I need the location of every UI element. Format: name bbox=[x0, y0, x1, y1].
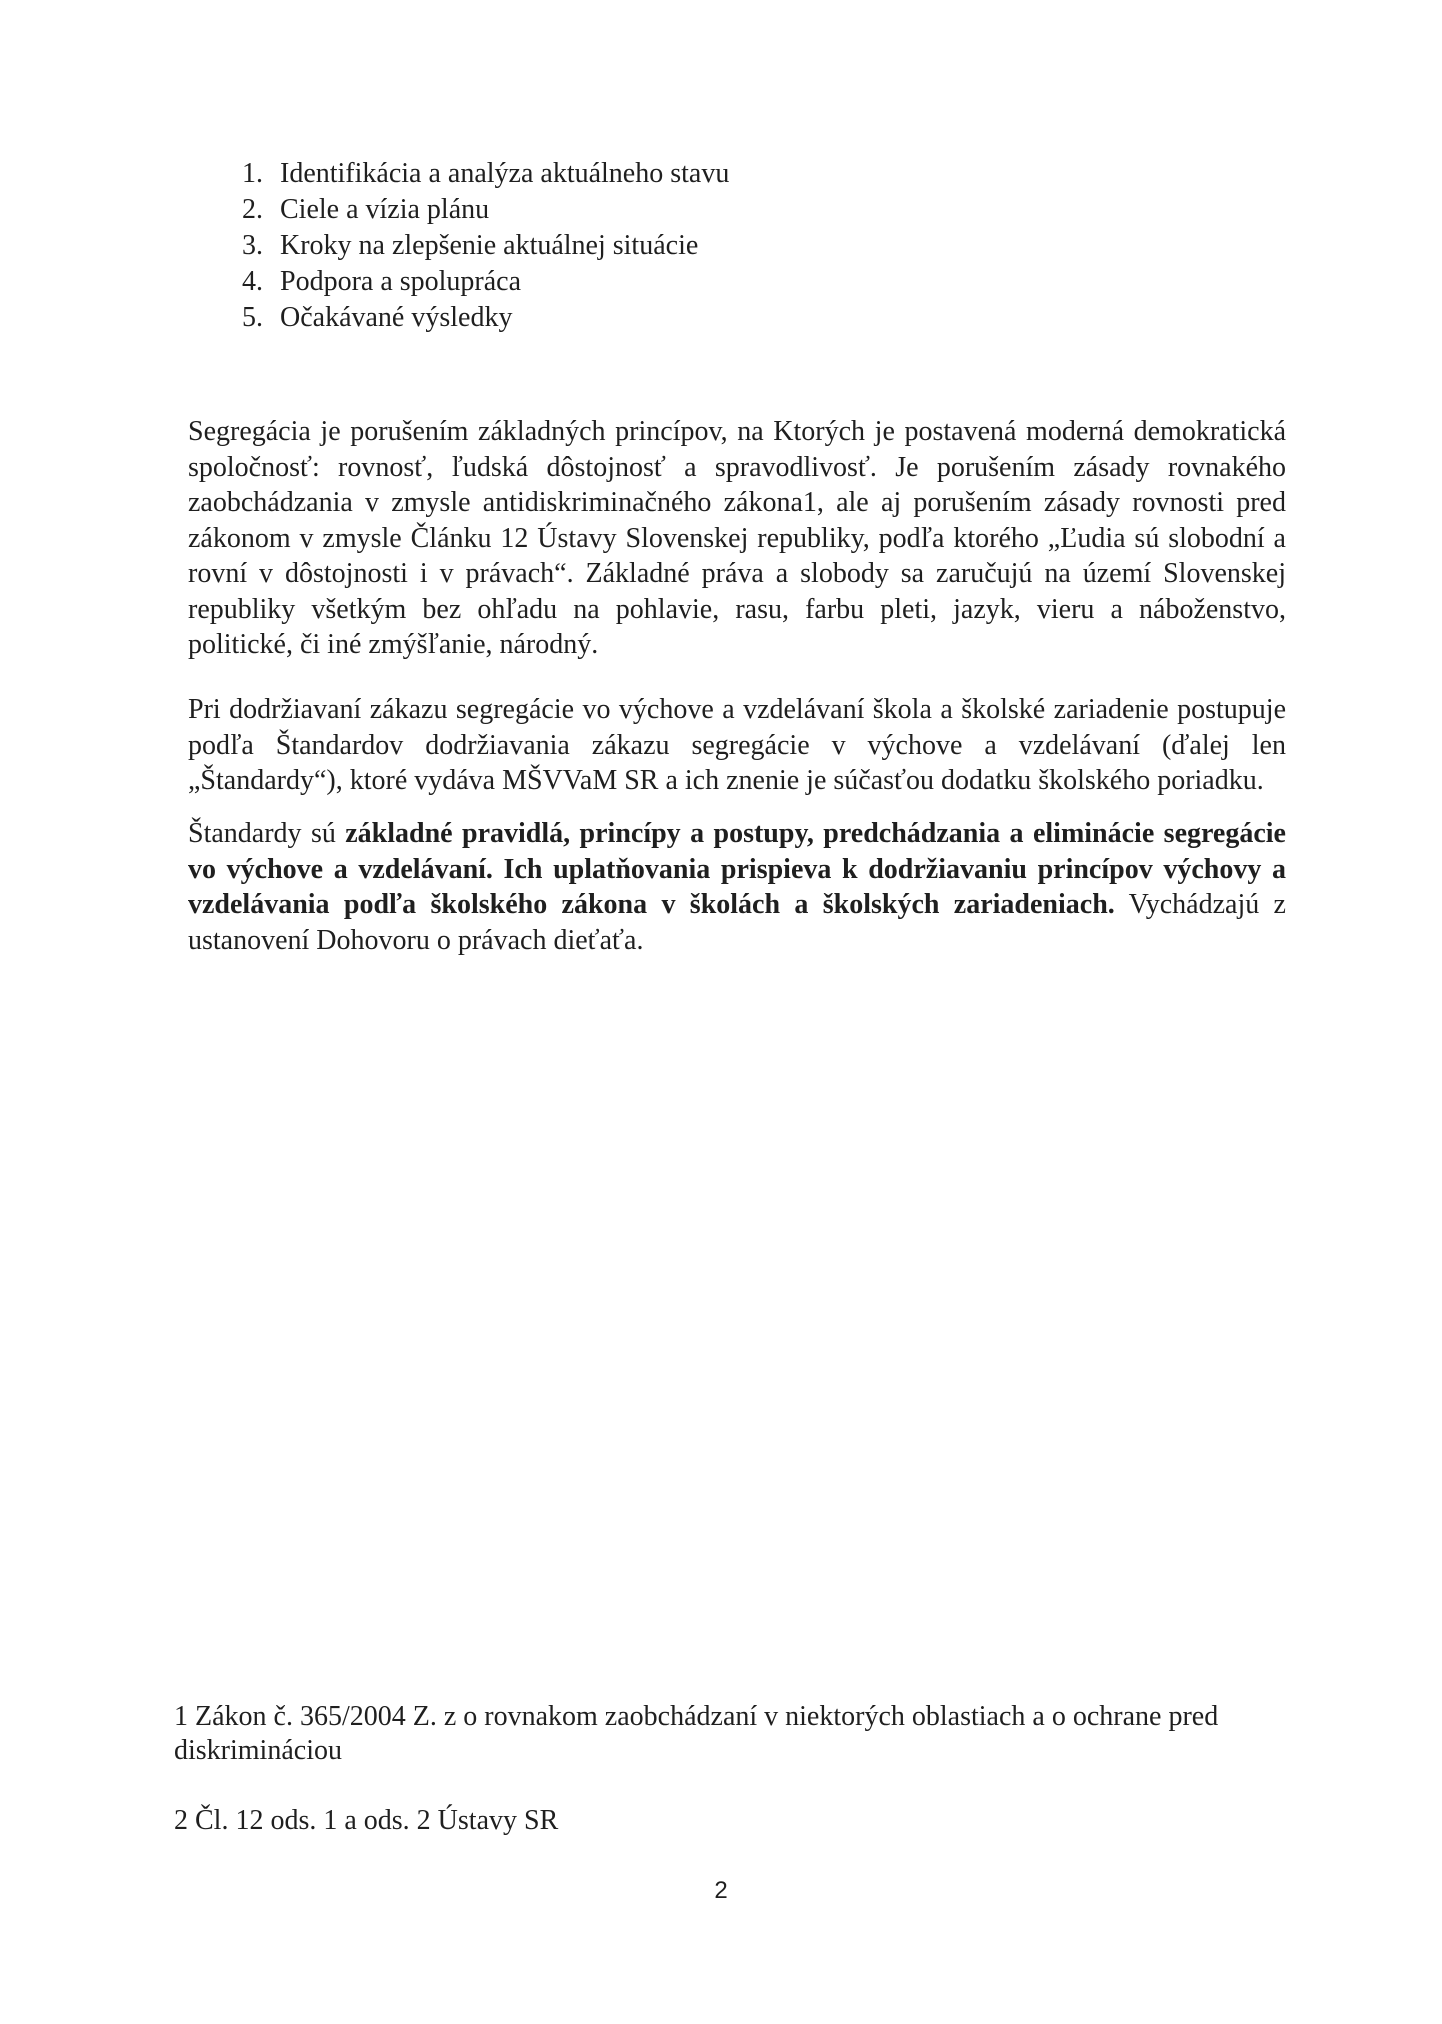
paragraph-standards-procedure: Pri dodržiavaní zákazu segregácie vo výchove a vzdelávaní škola a školské zariadenie postupuje podľa Štandardov dodržiavania zákazu segregácie v výchove a vzdelávaní (ďalej len „Štandardy“), ktoré vydáva MŠVVaM SR a ich znenie je súčasťou dodatku školského poriadku. bbox=[188, 694, 1286, 796]
table-of-contents bbox=[242, 156, 729, 336]
toc-item-text: Podpora a spolupráca bbox=[280, 266, 522, 297]
toc-item bbox=[242, 264, 729, 300]
paragraph-text: Segregácia je porušením základných princípov, na Ktorých je postavená moderná demokratická spoločnosť: rovnosť, ľudská dôstojnosť a spravodlivosť. Je porušením zásady rovnakého zaobchádzania v zmysle antidiskriminačného zákona bbox=[188, 416, 1286, 518]
toc-item-text: Identifikácia a analýza aktuálneho stavu bbox=[280, 158, 730, 189]
toc-item-number: 1. bbox=[242, 158, 263, 189]
paragraph-standards-definition bbox=[188, 816, 1286, 958]
toc-item bbox=[242, 228, 729, 264]
footnote: 2 Čl. 12 ods. 1 a ods. 2 Ústavy SR bbox=[174, 1805, 559, 1836]
toc-item-number: 5. bbox=[242, 302, 263, 333]
paragraph-tail: Vychádzajú z ustanovení Dohovoru o právach dieťaťa. bbox=[188, 889, 1286, 956]
toc-item bbox=[242, 300, 729, 336]
toc-item-text: Kroky na zlepšenie aktuálnej situácie bbox=[280, 230, 699, 261]
page-number: 2 bbox=[714, 1877, 728, 1904]
toc-item-text: Očakávané výsledky bbox=[280, 302, 513, 333]
footnote: 1 Zákon č. 365/2004 Z. z o rovnakom zaobchádzaní v niektorých oblastiach a o ochrane pred diskrimináciou bbox=[174, 1701, 1219, 1766]
toc-item bbox=[242, 192, 729, 228]
footnotes bbox=[174, 1700, 1294, 1874]
toc-item-number: 4. bbox=[242, 266, 263, 297]
paragraph-lead: Štandardy sú bbox=[188, 818, 346, 849]
toc-item-number: 2. bbox=[242, 194, 263, 225]
toc-item-text: Ciele a vízia plánu bbox=[280, 194, 490, 225]
paragraph-segregation bbox=[188, 414, 1286, 663]
footnote-reference: 1 bbox=[802, 487, 817, 518]
paragraph-text: , ale aj porušením zásady rovnosti pred zákonom v zmysle Článku 12 Ústavy Slovenskej republiky, podľa ktorého „Ľudia sú slobodní a rovní v dôstojnosti i v právach“. Základné práva a slobody sa zaručujú na území Slovenskej republiky všetkým bez ohľadu na pohlavie, rasu, farbu pleti, jazyk, vieru a náboženstvo, politické, či iné zmýšľanie, národný. bbox=[188, 487, 1286, 660]
paragraph-bold-text: základné pravidlá, princípy a postupy, predchádzania a eliminácie segregácie vo výchove a vzdelávaní. Ich uplatňovania prispieva k dodržiavaniu princípov výchovy a vzdelávania podľa školského zákona v školách a školských zariadeniach. bbox=[188, 818, 1286, 920]
toc-item-number: 3. bbox=[242, 230, 263, 261]
toc-item bbox=[242, 156, 729, 192]
